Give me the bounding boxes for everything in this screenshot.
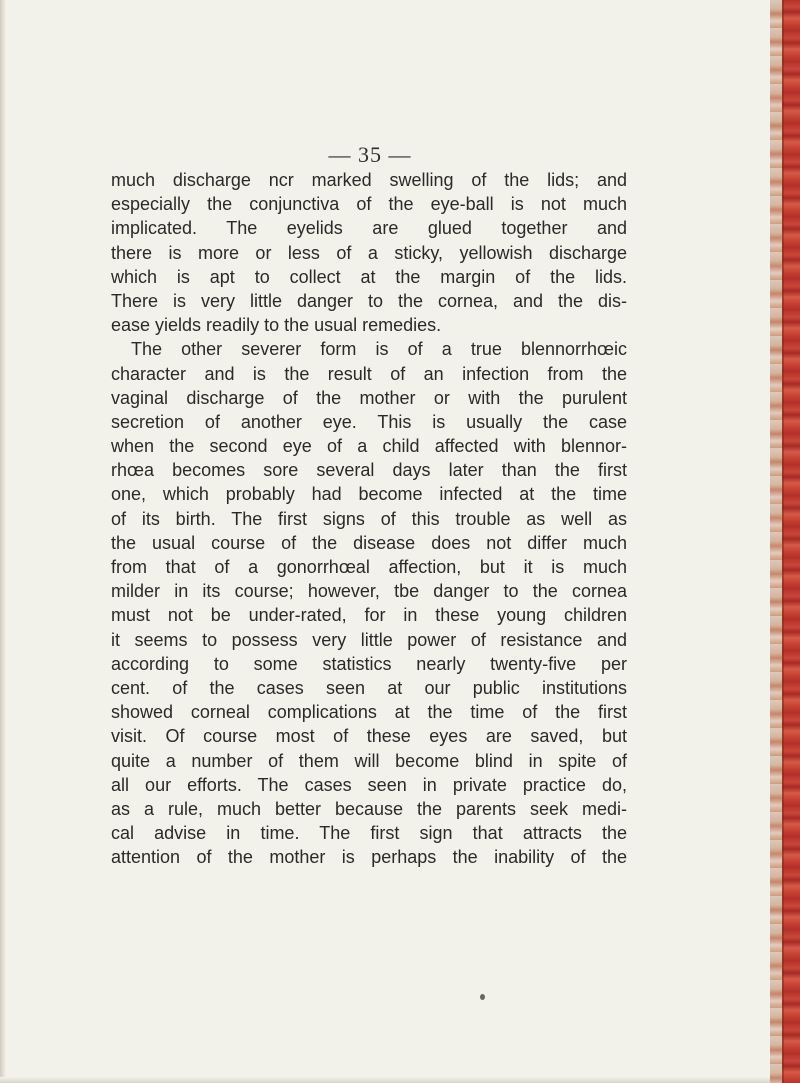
text-line: attention of the mother is perhaps the inability of the xyxy=(111,847,627,868)
text-line: there is more or less of a sticky, yellowish discharge xyxy=(111,242,627,263)
text-line: of its birth. The first signs of this trouble as well as xyxy=(111,508,627,529)
text-line: There is very little danger to the cornea, and the dis- xyxy=(111,290,627,311)
text-line: it seems to possess very little power of resistance and xyxy=(111,629,627,650)
page-number: — 35 — xyxy=(328,142,412,167)
text-line: as a rule, much better because the parents seek medi- xyxy=(111,798,627,819)
text-line: cal advise in time. The first sign that attracts the xyxy=(111,823,627,844)
text-line: rhœa becomes sore several days later than the first xyxy=(111,460,627,481)
text-line: The other severer form is of a true blennorrhœic xyxy=(131,339,627,360)
text-line: showed corneal complications at the time of the first xyxy=(111,702,627,723)
text-line: much discharge ncr marked swelling of the lids; and xyxy=(111,170,627,190)
text-line: visit. Of course most of these eyes are saved, but xyxy=(111,726,627,747)
text-line: the usual course of the disease does not differ much xyxy=(111,532,627,553)
text-line: quite a number of them will become blind in spite of xyxy=(111,750,627,771)
text-line: especially the conjunctiva of the eye-ball is not much xyxy=(111,194,627,215)
text-line: secretion of another eye. This is usually the case xyxy=(111,411,627,432)
text-line: which is apt to collect at the margin of the lids. xyxy=(111,266,627,287)
book-edge-decoration xyxy=(770,0,800,1083)
text-line: character and is the result of an infection from the xyxy=(111,363,627,384)
text-line: vaginal discharge of the mother or with the purulent xyxy=(111,387,627,408)
text-line: one, which probably had become infected at the time xyxy=(111,484,627,505)
text-line: all our efforts. The cases seen in private practice do, xyxy=(111,774,627,795)
text-line: milder in its course; however, tbe danger to the cornea xyxy=(111,581,627,602)
bottom-page-shadow xyxy=(0,1077,800,1083)
text-line: must not be under-rated, for in these young children xyxy=(111,605,627,626)
text-line: according to some statistics nearly twenty-five per xyxy=(111,653,627,674)
text-line: from that of a gonorrhœal affection, but it is much xyxy=(111,557,627,577)
text-line: ease yields readily to the usual remedies. xyxy=(111,315,442,336)
ink-speck xyxy=(480,994,485,1000)
body-text xyxy=(111,168,627,869)
text-line: cent. of the cases seen at our public institutions xyxy=(111,677,627,698)
text-line: when the second eye of a child affected with blennor- xyxy=(111,436,627,457)
text-line: implicated. The eyelids are glued together and xyxy=(111,218,627,239)
